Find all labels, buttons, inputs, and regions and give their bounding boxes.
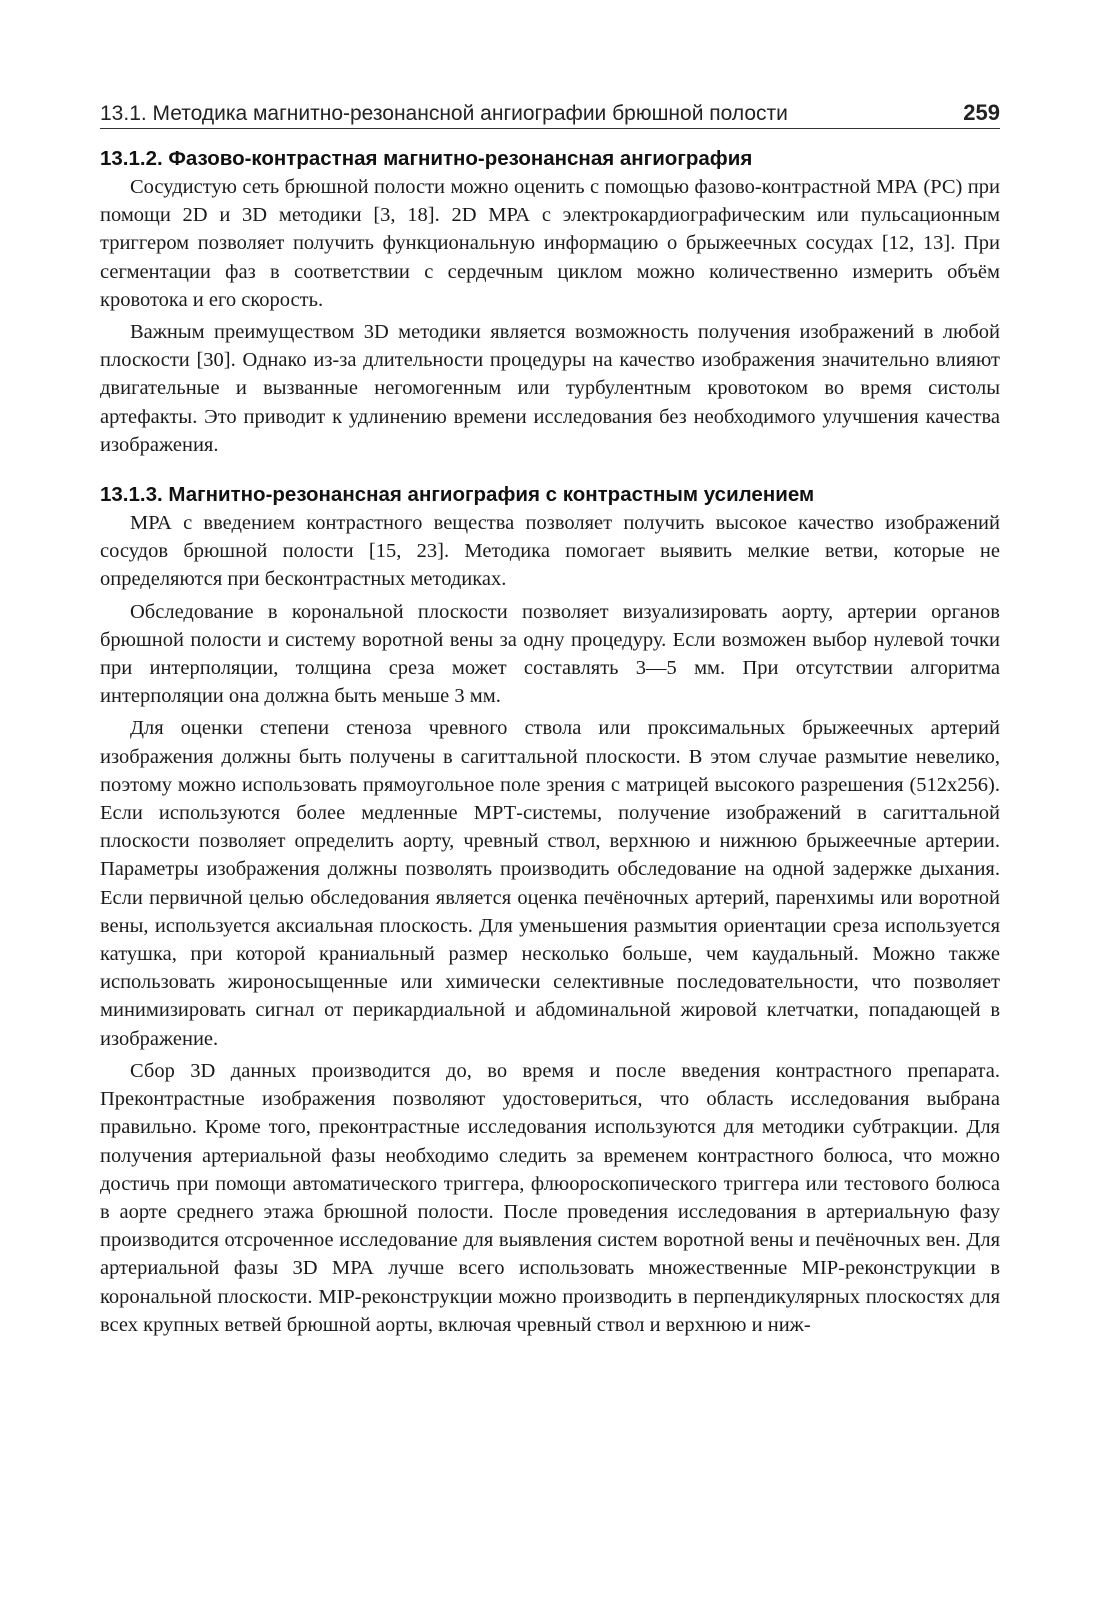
book-page (100, 96, 1000, 1343)
paragraph: Сосудистую сеть брюшной полости можно оценить с помощью фазово-контрастной МРА (РС) при помощи 2D и 3D методики [3, 18]. 2D МРА с электрокардиографическим или пульсационным триггером позволяет получить функциональную информацию о брыжеечных сосудах [12, 13]. При сегментации фаз в соответствии с сердечным циклом можно количественно измерить объём кровотока и его скорость. (100, 176, 1000, 311)
paragraph: Обследование в корональной плоскости позволяет визуализировать аорту, артерии органов брюшной полости и систему воротной вены за одну процедуру. Если возможен выбор нулевой точки при интерполяции, толщина среза может составлять 3—5 мм. При отсутствии алгоритма интерполяции она должна быть меньше 3 мм. (100, 600, 1000, 708)
paragraph: МРА с введением контрастного вещества позволяет получить высокое качество изображений сосудов брюшной полости [15, 23]. Методика помогает выявить мелкие ветви, которые не определяются при бесконтрастных методиках. (100, 512, 1000, 591)
running-header (100, 96, 1000, 129)
section-heading-phase-contrast: 13.1.2. Фазово-контрастная магнитно-резонансная ангиография (100, 147, 753, 170)
paragraph: Для оценки степени стеноза чревного ствола или проксимальных брыжеечных артерий изображения должны быть получены в сагиттальной плоскости. В этом случае размытие невелико, поэтому можно использовать прямоугольное поле зрения с матрицей высокого разрешения (512х256). Если используются более медленные МРТ-системы, получение изображений в сагиттальной плоскости позволяет определить аорту, чревный ствол, верхнюю и нижнюю брыжеечные артерии. Параметры изображения должны позволять производить обследование на одной задержке дыхания. Если первичной целью обследования является оценка печёночных артерий, паренхимы или воротной вены, используется аксиальная плоскость. Для уменьшения размытия ориентации среза используется катушка, при которой краниальный размер несколько больше, чем каудальный. Можно также использовать жироносыщенные или химически селективные последовательности, что позволяет минимизировать сигнал от перикардиальной и абдоминальной жировой клетчатки, попадающей в изображение. (100, 717, 1000, 1050)
section-heading-contrast-enhanced: 13.1.3. Магнитно-резонансная ангиография с контрастным усилением (100, 483, 815, 507)
paragraph: Сбор 3D данных производится до, во время и после введения контрастного препарата. Преконтрастные изображения позволяют удостовериться, что область исследования выбрана правильно. Кроме того, преконтрастные исследования используются для методики субтракции. Для получения артериальной фазы необходимо следить за временем контрастного болюса, что можно достичь при помощи автоматического триггера, флюороскопического триггера или тестового болюса в аорте среднего этажа брюшной полости. После проведения исследования в артериальную фазу производится отсроченное исследование для выявления систем воротной вены и печёночных вен. Для артериальной фазы 3D МРА лучше всего использовать множественные MIP-реконструкции в корональной плоскости. MIP-реконструкции можно производить в перпендикулярных плоскостях для всех крупных ветвей брюшной аорты, включая чревный ствол и верхнюю и ниж- (100, 1059, 1000, 1336)
page-number: 259 (963, 100, 1000, 125)
paragraph: Важным преимуществом 3D методики является возможность получения изображений в любой плоскости [30]. Однако из-за длительности процедуры на качество изображения значительно влияют двигательные и вызванные негомогенным или турбулентным кровотоком во время систолы артефакты. Это приводит к удлинению времени исследования без необходимого улучшения качества изображения. (100, 321, 1000, 456)
running-title: 13.1. Методика магнитно-резонансной ангиографии брюшной полости (100, 102, 788, 125)
